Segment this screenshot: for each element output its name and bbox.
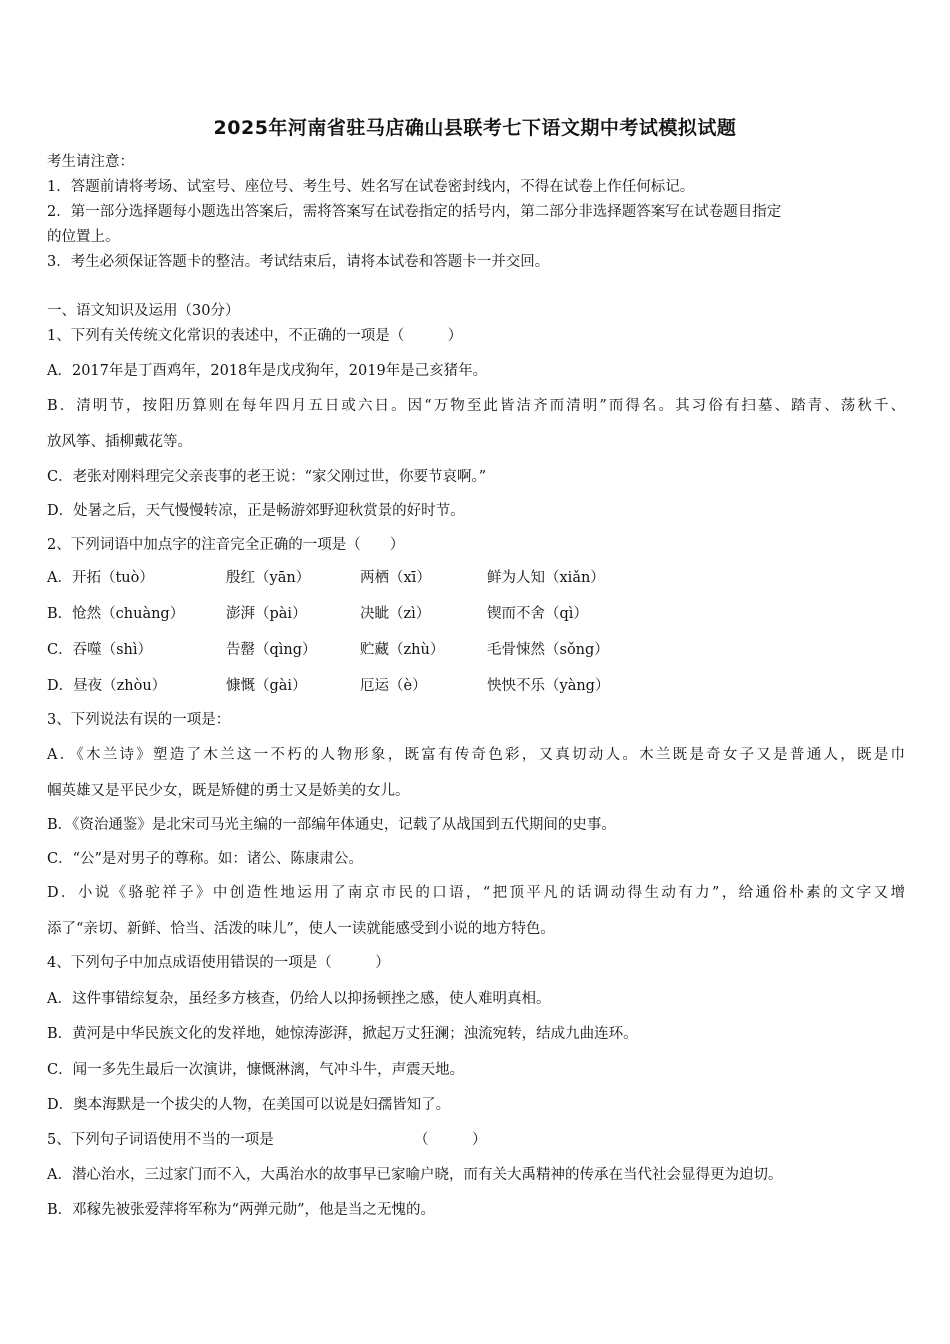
q2-b-word-1: B．怆然（chuàng） bbox=[47, 606, 185, 622]
q5-option-b: B．邓稼先被张爱萍将军称为“两弹元勋”，他是当之无愧的。 bbox=[47, 1202, 435, 1218]
q2-b-word-4: 锲而不舍（qì） bbox=[487, 606, 588, 622]
q4-option-d: D．奥本海默是一个拔尖的人物，在美国可以说是妇孺皆知了。 bbox=[47, 1097, 451, 1113]
notice-heading: 考生请注意： bbox=[47, 154, 134, 170]
q1-option-b: B．清明节，按阳历算则在每年四月五日或六日。因“万物至此皆洁齐而清明”而得名。其习俗有扫墓、踏青、荡秋千、 bbox=[47, 398, 905, 414]
q3-option-a: A．《木兰诗》塑造了木兰这一不朽的人物形象，既富有传奇色彩，又真切动人。木兰既是奇女子又是普通人，既是巾 bbox=[47, 747, 905, 763]
q2-stem: 2、下列词语中加点字的注音完全正确的一项是（ ） bbox=[47, 537, 405, 553]
q1-option-c: C．老张对刚料理完父亲丧事的老王说：“家父刚过世，你要节哀啊。” bbox=[47, 469, 487, 485]
q2-d-word-2: 慷慨（gài） bbox=[226, 678, 307, 694]
q2-b-word-2: 澎湃（pài） bbox=[226, 606, 307, 622]
page-title: 2025年河南省驻马店确山县联考七下语文期中考试模拟试题 bbox=[213, 117, 737, 139]
q1-option-d: D．处暑之后，天气慢慢转凉，正是畅游郊野迎秋赏景的好时节。 bbox=[47, 503, 465, 519]
q2-c-word-2: 告罄（qìng） bbox=[226, 642, 317, 658]
q5-answer-paren: （ ） bbox=[414, 1132, 487, 1148]
q2-b-word-3: 决眦（zì） bbox=[360, 606, 431, 622]
q3-option-d: D．小说《骆驼祥子》中创造性地运用了南京市民的口语，“把顶平凡的话调动得生动有力”，给通俗朴素的文字又增 bbox=[47, 885, 905, 901]
q4-option-a: A．这件事错综复杂，虽经多方核查，仍给人以抑扬顿挫之感，使人难明真相。 bbox=[47, 991, 551, 1007]
q3-option-b: B．《资治通鉴》是北宋司马光主编的一部编年体通史，记载了从战国到五代期间的史事。 bbox=[47, 817, 616, 833]
q5-stem: 5、下列句子词语使用不当的一项是 bbox=[47, 1132, 274, 1148]
q3-option-d-cont: 添了“亲切、新鲜、恰当、活泼的味儿”，使人一读就能感受到小说的地方特色。 bbox=[47, 921, 555, 937]
q3-option-a-cont: 帼英雄又是平民少女，既是矫健的勇士又是娇美的女儿。 bbox=[47, 783, 410, 799]
q2-c-word-3: 贮藏（zhù） bbox=[360, 642, 445, 658]
q2-d-word-1: D．昼夜（zhòu） bbox=[47, 678, 167, 694]
q2-a-word-4: 鲜为人知（xiǎn） bbox=[487, 570, 605, 586]
q3-stem: 3、下列说法有误的一项是： bbox=[47, 712, 231, 728]
notice-item-3: 3．考生必须保证答题卡的整洁。考试结束后，请将本试卷和答题卡一并交回。 bbox=[47, 254, 550, 270]
q2-c-word-1: C．吞噬（shì） bbox=[47, 642, 153, 658]
q4-option-c: C．闻一多先生最后一次演讲，慷慨淋漓，气冲斗牛，声震天地。 bbox=[47, 1062, 465, 1078]
q2-a-word-2: 殷红（yān） bbox=[226, 570, 311, 586]
q2-d-word-4: 怏怏不乐（yàng） bbox=[487, 678, 610, 694]
q1-stem: 1、下列有关传统文化常识的表述中，不正确的一项是（ ） bbox=[47, 328, 463, 344]
section-title: 一、语文知识及运用（30分） bbox=[47, 303, 240, 319]
notice-item-1: 1．答题前请将考场、试室号、座位号、考生号、姓名写在试卷密封线内，不得在试卷上作任何标记。 bbox=[47, 179, 695, 195]
q2-a-word-1: A．开拓（tuò） bbox=[47, 570, 154, 586]
notice-item-2: 2．第一部分选择题每小题选出答案后，需将答案写在试卷指定的括号内，第二部分非选择题答案写在试卷题目指定 bbox=[47, 204, 782, 220]
q4-option-b: B．黄河是中华民族文化的发祥地，她惊涛澎湃，掀起万丈狂澜；浊流宛转，结成九曲连环。 bbox=[47, 1026, 638, 1042]
q1-option-a: A．2017年是丁酉鸡年，2018年是戊戌狗年，2019年是己亥猪年。 bbox=[47, 363, 488, 379]
q2-c-word-4: 毛骨悚然（sǒng） bbox=[487, 642, 609, 658]
q4-stem: 4、下列句子中加点成语使用错误的一项是（ ） bbox=[47, 955, 390, 971]
q5-option-a: A．潜心治水，三过家门而不入，大禹治水的故事早已家喻户晓，而有关大禹精神的传承在当代社会显得更为迫切。 bbox=[47, 1167, 783, 1183]
q2-d-word-3: 厄运（è） bbox=[360, 678, 427, 694]
q1-option-b-cont: 放风筝、插柳戴花等。 bbox=[47, 434, 192, 450]
q2-a-word-3: 两栖（xī） bbox=[360, 570, 431, 586]
notice-item-2-cont: 的位置上。 bbox=[47, 229, 120, 245]
q3-option-c: C．“公”是对男子的尊称。如：诸公、陈康肃公。 bbox=[47, 851, 363, 867]
